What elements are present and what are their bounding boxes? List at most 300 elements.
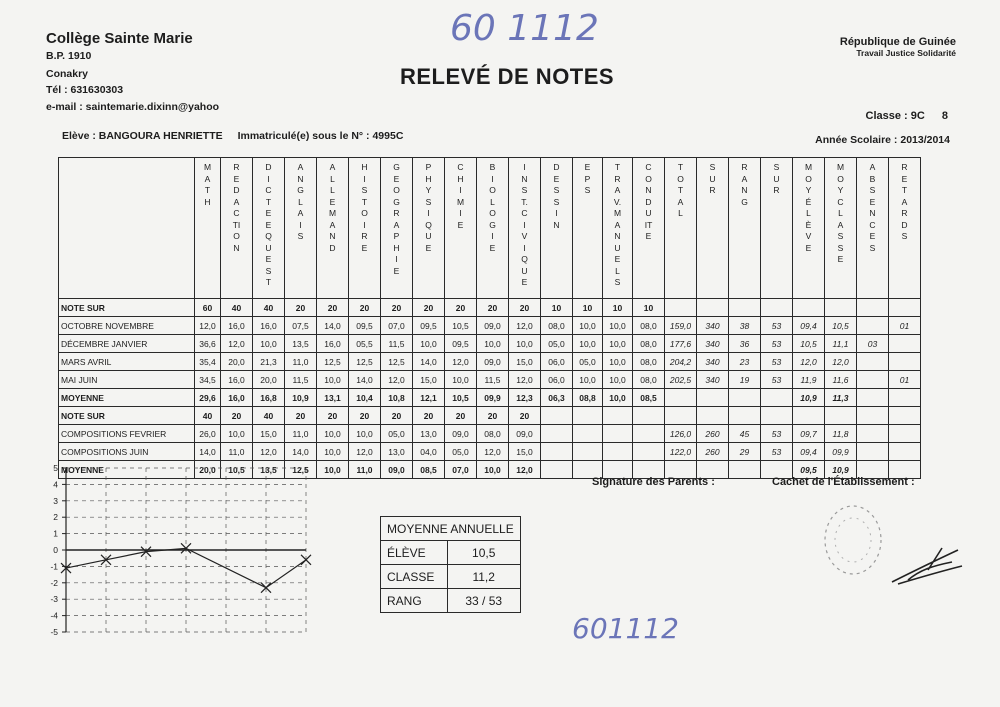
grade-cell — [541, 425, 573, 443]
grade-cell: 53 — [761, 353, 793, 371]
grade-cell: 38 — [729, 317, 761, 335]
grade-cell: 20 — [317, 407, 349, 425]
subject-header — [573, 158, 603, 299]
grade-cell: 40 — [195, 407, 221, 425]
grade-cell — [793, 407, 825, 425]
row-label: NOTE SUR — [59, 299, 195, 317]
grade-cell — [603, 443, 633, 461]
subject-header-label: GEOGRAPHIE — [393, 162, 400, 276]
grade-cell: 159,0 — [665, 317, 697, 335]
subject-header — [509, 158, 541, 299]
subject-header — [349, 158, 381, 299]
grade-cell: 06,0 — [541, 353, 573, 371]
grade-cell — [857, 389, 889, 407]
grades-row — [59, 389, 921, 407]
grade-cell: 07,5 — [285, 317, 317, 335]
grade-cell: 10,8 — [381, 389, 413, 407]
grade-cell: 122,0 — [665, 443, 697, 461]
grade-cell — [889, 443, 921, 461]
grade-cell: 09,5 — [349, 317, 381, 335]
grade-cell: 10,0 — [573, 371, 603, 389]
grade-cell: 20,0 — [221, 353, 253, 371]
grade-cell: 05,0 — [445, 443, 477, 461]
grade-cell: 13,0 — [413, 425, 445, 443]
grade-cell: 10,9 — [285, 389, 317, 407]
progress-graph — [34, 462, 324, 642]
grade-cell: 16,0 — [221, 317, 253, 335]
subject-header-label: ANGLAIS — [297, 162, 304, 241]
row-label: OCTOBRE NOVEMBRE — [59, 317, 195, 335]
grade-cell: 09,0 — [509, 425, 541, 443]
grade-cell: 34,5 — [195, 371, 221, 389]
grade-cell: 12,3 — [509, 389, 541, 407]
grade-cell: 10,0 — [413, 335, 445, 353]
grade-cell: 40 — [221, 299, 253, 317]
grade-cell: 10,0 — [603, 317, 633, 335]
subject-header-label: MATH — [203, 162, 212, 207]
grade-cell: 10 — [633, 299, 665, 317]
grade-cell: 10,0 — [445, 371, 477, 389]
grade-cell: 23 — [729, 353, 761, 371]
grade-cell: 16,0 — [317, 335, 349, 353]
grade-cell: 12,0 — [509, 461, 541, 479]
grade-cell — [825, 299, 857, 317]
grade-cell: 340 — [697, 371, 729, 389]
row-label: DÉCEMBRE JANVIER — [59, 335, 195, 353]
grade-cell — [633, 407, 665, 425]
subject-header-label: EPS — [584, 162, 591, 195]
grade-cell — [889, 335, 921, 353]
grade-cell: 08,0 — [541, 317, 573, 335]
page-title: RELEVÉ DE NOTES — [400, 64, 615, 89]
grade-cell: 20 — [349, 407, 381, 425]
row-label: MARS AVRIL — [59, 353, 195, 371]
grade-cell: 12,0 — [509, 317, 541, 335]
grade-cell: 13,5 — [253, 461, 285, 479]
subject-header — [381, 158, 413, 299]
grade-cell: 16,8 — [253, 389, 285, 407]
grade-cell: 53 — [761, 317, 793, 335]
moy-rang-label: RANG — [381, 589, 448, 613]
grade-cell: 11,9 — [793, 371, 825, 389]
grade-cell: 11,0 — [285, 353, 317, 371]
grade-cell: 53 — [761, 425, 793, 443]
grade-cell: 10,9 — [793, 389, 825, 407]
grade-cell: 15,0 — [509, 353, 541, 371]
grade-cell: 01 — [889, 317, 921, 335]
row-label: MOYENNE — [59, 389, 195, 407]
grade-cell: 08,0 — [633, 335, 665, 353]
grade-cell: 45 — [729, 425, 761, 443]
grade-cell: 20 — [445, 407, 477, 425]
grade-cell — [541, 443, 573, 461]
grade-cell: 16,0 — [253, 317, 285, 335]
grade-cell: 12,0 — [221, 335, 253, 353]
grade-cell — [665, 407, 697, 425]
grade-cell: 10,0 — [317, 425, 349, 443]
subject-header — [253, 158, 285, 299]
grade-cell: 29 — [729, 443, 761, 461]
grade-cell: 20,0 — [253, 371, 285, 389]
grade-cell — [761, 407, 793, 425]
grade-cell: 15,0 — [509, 443, 541, 461]
student-line — [62, 130, 403, 142]
grade-cell: 20 — [413, 407, 445, 425]
grades-table — [58, 157, 921, 479]
grade-cell: 08,0 — [633, 317, 665, 335]
subject-header-label: SUR — [773, 162, 780, 195]
grades-row — [59, 299, 921, 317]
grade-cell: 20,0 — [195, 461, 221, 479]
grade-cell — [729, 299, 761, 317]
grade-cell: 05,0 — [573, 353, 603, 371]
subject-header-label: TRAV. MANUELS — [613, 162, 622, 287]
y-tick-label: 5 — [53, 463, 58, 473]
grade-cell — [857, 371, 889, 389]
grade-cell — [889, 353, 921, 371]
subject-header — [825, 158, 857, 299]
subject-header-label: MOY CLASSE — [836, 162, 845, 264]
grade-cell: 20 — [509, 407, 541, 425]
grade-cell: 20 — [317, 299, 349, 317]
row-label: COMPOSITIONS JUIN — [59, 443, 195, 461]
grade-cell — [857, 407, 889, 425]
grade-cell: 20 — [349, 299, 381, 317]
grade-cell: 11,5 — [285, 371, 317, 389]
grade-cell: 11,0 — [285, 425, 317, 443]
subject-header-label: MOY ÉLÈVE — [804, 162, 813, 253]
grade-cell — [697, 389, 729, 407]
grade-cell: 10,5 — [825, 317, 857, 335]
grade-cell: 16,0 — [221, 389, 253, 407]
grade-cell: 12,0 — [349, 443, 381, 461]
y-tick-label: -2 — [50, 577, 58, 588]
header-blank-cell — [59, 158, 195, 299]
grade-cell: 12,0 — [477, 443, 509, 461]
grade-cell: 40 — [253, 299, 285, 317]
grade-cell: 340 — [697, 335, 729, 353]
grade-cell — [889, 425, 921, 443]
grade-cell: 19 — [729, 371, 761, 389]
y-tick-label: -1 — [50, 561, 58, 572]
grades-row — [59, 335, 921, 353]
school-city: Conakry — [46, 68, 89, 80]
grade-cell: 20 — [285, 299, 317, 317]
grade-cell: 09,4 — [793, 317, 825, 335]
republic-block — [840, 36, 956, 58]
grade-cell: 11,1 — [825, 335, 857, 353]
grade-cell: 29,6 — [195, 389, 221, 407]
grade-cell: 15,0 — [253, 425, 285, 443]
grade-cell: 53 — [761, 371, 793, 389]
grade-cell: 53 — [761, 335, 793, 353]
subject-header-label: RANG — [741, 162, 748, 207]
grade-cell: 03 — [857, 335, 889, 353]
grade-cell: 11,0 — [221, 443, 253, 461]
school-year: Année Scolaire : 2013/2014 — [815, 134, 950, 146]
grades-header-row — [59, 158, 921, 299]
subject-header-label: TOTAL — [677, 162, 684, 218]
grade-cell — [889, 299, 921, 317]
grade-cell: 10,0 — [221, 425, 253, 443]
grade-cell — [857, 443, 889, 461]
grade-cell: 08,5 — [413, 461, 445, 479]
grade-cell: 10 — [541, 299, 573, 317]
subject-header — [665, 158, 697, 299]
grade-cell — [633, 425, 665, 443]
grades-row — [59, 443, 921, 461]
row-label: MAI JUIN — [59, 371, 195, 389]
grade-cell: 35,4 — [195, 353, 221, 371]
grade-cell: 11,5 — [477, 371, 509, 389]
grade-cell — [603, 425, 633, 443]
grade-cell: 12,0 — [253, 443, 285, 461]
grades-row — [59, 353, 921, 371]
grade-cell: 10 — [573, 299, 603, 317]
school-name: Collège Sainte Marie — [46, 30, 193, 47]
grade-cell — [541, 461, 573, 479]
subject-header — [889, 158, 921, 299]
grade-cell: 09,0 — [477, 317, 509, 335]
grade-cell: 14,0 — [349, 371, 381, 389]
grade-cell: 09,5 — [413, 317, 445, 335]
grade-cell: 21,3 — [253, 353, 285, 371]
class-handwritten: 8 — [941, 110, 948, 122]
moy-classe-label: CLASSE — [381, 565, 448, 589]
republic-name: République de Guinée — [839, 36, 956, 48]
grade-cell: 202,5 — [665, 371, 697, 389]
grade-cell: 07,0 — [381, 317, 413, 335]
grade-cell: 09,9 — [477, 389, 509, 407]
grade-cell — [825, 407, 857, 425]
school-bp: B.P. 1910 — [46, 50, 92, 62]
subject-header-label: RETARDS — [901, 162, 908, 241]
grade-cell: 12,5 — [381, 353, 413, 371]
row-label: COMPOSITIONS FEVRIER — [59, 425, 195, 443]
grades-row — [59, 317, 921, 335]
grade-cell: 20 — [381, 407, 413, 425]
grade-cell: 11,8 — [825, 425, 857, 443]
subject-header-label: DESSIN — [553, 162, 560, 230]
grade-cell: 20 — [221, 407, 253, 425]
grade-cell: 10,9 — [825, 461, 857, 479]
y-tick-label: -4 — [50, 610, 58, 621]
moy-eleve-value: 10,5 — [447, 541, 520, 565]
grade-cell: 260 — [697, 443, 729, 461]
grade-cell: 10,0 — [477, 461, 509, 479]
grade-cell: 126,0 — [665, 425, 697, 443]
grade-cell: 09,0 — [477, 353, 509, 371]
grade-cell: 20 — [445, 299, 477, 317]
grade-cell: 11,3 — [825, 389, 857, 407]
subject-header-label: REDACTION — [232, 162, 241, 253]
grade-cell: 10,5 — [445, 317, 477, 335]
grade-cell: 340 — [697, 353, 729, 371]
subject-header — [761, 158, 793, 299]
grade-cell: 177,6 — [665, 335, 697, 353]
subject-header — [857, 158, 889, 299]
grade-cell: 12,5 — [285, 461, 317, 479]
subject-header — [541, 158, 573, 299]
moyenne-annuelle-title: MOYENNE ANNUELLE — [381, 517, 521, 541]
subject-header-label: HISTOIRE — [361, 162, 368, 253]
grade-cell: 06,0 — [541, 371, 573, 389]
subject-header — [317, 158, 349, 299]
grade-cell: 204,2 — [665, 353, 697, 371]
grade-cell — [729, 389, 761, 407]
grade-cell — [697, 299, 729, 317]
grade-cell: 10,0 — [477, 335, 509, 353]
grade-cell — [573, 443, 603, 461]
grade-cell — [665, 299, 697, 317]
y-tick-label: -5 — [50, 627, 58, 637]
moyenne-annuelle-box — [380, 516, 521, 613]
subject-header-label: INST. CIVIQUE — [521, 162, 528, 287]
y-tick-label: -3 — [50, 594, 58, 605]
grade-cell: 08,0 — [633, 371, 665, 389]
subject-header-label: CONDUITE — [644, 162, 653, 241]
grade-cell: 10,5 — [221, 461, 253, 479]
grade-cell: 40 — [253, 407, 285, 425]
class-label — [866, 110, 949, 122]
subject-header-label: DICTEE QUEST — [265, 162, 272, 287]
handwritten-number-top: 60 1112 — [450, 8, 599, 49]
grade-cell: 10,0 — [317, 461, 349, 479]
grade-cell: 10 — [603, 299, 633, 317]
grades-row — [59, 371, 921, 389]
grade-cell: 10,0 — [317, 371, 349, 389]
grade-cell: 12,1 — [413, 389, 445, 407]
handwritten-number-bottom: 601112 — [572, 612, 679, 645]
grade-cell — [793, 299, 825, 317]
subject-header-label: ABSENCES — [869, 162, 876, 253]
grade-cell — [889, 407, 921, 425]
grade-cell: 12,0 — [381, 371, 413, 389]
grade-cell: 04,0 — [413, 443, 445, 461]
grade-cell: 10,0 — [317, 443, 349, 461]
y-tick-label: 0 — [53, 545, 58, 555]
grade-cell: 12,0 — [793, 353, 825, 371]
grade-cell: 09,5 — [445, 335, 477, 353]
subject-header — [285, 158, 317, 299]
grade-cell: 14,0 — [413, 353, 445, 371]
grade-cell: 09,5 — [793, 461, 825, 479]
grade-cell — [857, 425, 889, 443]
grade-cell: 09,4 — [793, 443, 825, 461]
grade-cell: 340 — [697, 317, 729, 335]
grade-cell: 10,0 — [603, 353, 633, 371]
grade-cell — [665, 389, 697, 407]
subject-header-label: PHYSIQUE — [425, 162, 432, 253]
grade-cell: 11,5 — [381, 335, 413, 353]
grade-cell: 12,5 — [317, 353, 349, 371]
grade-cell — [573, 425, 603, 443]
grade-cell: 05,0 — [381, 425, 413, 443]
class-value: Classe : 9C — [865, 110, 925, 122]
grade-cell — [761, 299, 793, 317]
grade-cell — [857, 317, 889, 335]
school-tel: Tél : 631630303 — [46, 84, 124, 96]
grade-cell — [603, 407, 633, 425]
y-tick-label: 2 — [53, 512, 58, 523]
subject-header — [697, 158, 729, 299]
grade-cell: 36,6 — [195, 335, 221, 353]
grade-cell: 09,0 — [445, 425, 477, 443]
grade-cell: 09,9 — [825, 443, 857, 461]
subject-header — [603, 158, 633, 299]
row-label: NOTE SUR — [59, 407, 195, 425]
grade-cell: 10,0 — [349, 425, 381, 443]
moy-rang-value: 33 / 53 — [447, 589, 520, 613]
grade-cell — [857, 353, 889, 371]
subject-header — [445, 158, 477, 299]
subject-header — [793, 158, 825, 299]
grade-cell: 05,0 — [541, 335, 573, 353]
grade-cell: 10,0 — [603, 371, 633, 389]
grade-cell: 13,5 — [285, 335, 317, 353]
subject-header-label: CHIMIE — [456, 162, 465, 230]
subject-header — [413, 158, 445, 299]
grade-cell: 10,5 — [793, 335, 825, 353]
subject-header-label: ALLEMAND — [328, 162, 337, 253]
grade-cell: 12,0 — [825, 353, 857, 371]
grade-cell — [729, 461, 761, 479]
y-tick-label: 3 — [53, 495, 58, 506]
grade-cell: 53 — [761, 443, 793, 461]
signature-parents-label: Signature des Parents : — [592, 476, 715, 488]
subject-header-label: SUR — [709, 162, 716, 195]
grade-cell: 26,0 — [195, 425, 221, 443]
grade-cell: 20 — [413, 299, 445, 317]
republic-motto: Travail Justice Solidarité — [856, 48, 956, 58]
grade-cell — [541, 407, 573, 425]
grade-cell: 08,0 — [633, 353, 665, 371]
grade-cell: 14,0 — [195, 443, 221, 461]
grade-cell: 14,0 — [285, 443, 317, 461]
grade-cell: 20 — [477, 299, 509, 317]
school-stamp — [818, 498, 888, 578]
grade-cell: 11,6 — [825, 371, 857, 389]
cachet-label: Cachet de l'Établissement : — [772, 476, 915, 488]
grade-cell — [729, 407, 761, 425]
grade-cell: 10,0 — [253, 335, 285, 353]
grade-cell: 09,7 — [793, 425, 825, 443]
grade-cell: 16,0 — [221, 371, 253, 389]
director-signature — [888, 540, 968, 590]
grade-cell: 12,5 — [349, 353, 381, 371]
grade-cell: 05,5 — [349, 335, 381, 353]
grade-cell: 10,0 — [603, 335, 633, 353]
grade-cell: 36 — [729, 335, 761, 353]
grade-cell: 13,0 — [381, 443, 413, 461]
grade-cell: 20 — [381, 299, 413, 317]
grade-cell: 10,0 — [573, 335, 603, 353]
grade-cell: 20 — [285, 407, 317, 425]
grade-cell: 07,0 — [445, 461, 477, 479]
grade-cell: 06,3 — [541, 389, 573, 407]
grade-cell: 14,0 — [317, 317, 349, 335]
grade-cell: 11,0 — [349, 461, 381, 479]
grade-cell: 10,0 — [509, 335, 541, 353]
grade-cell: 08,5 — [633, 389, 665, 407]
subject-header — [195, 158, 221, 299]
subject-header — [729, 158, 761, 299]
subject-header — [633, 158, 665, 299]
grade-cell: 12,0 — [195, 317, 221, 335]
grade-cell — [573, 407, 603, 425]
grade-cell — [857, 299, 889, 317]
grade-cell: 10,4 — [349, 389, 381, 407]
